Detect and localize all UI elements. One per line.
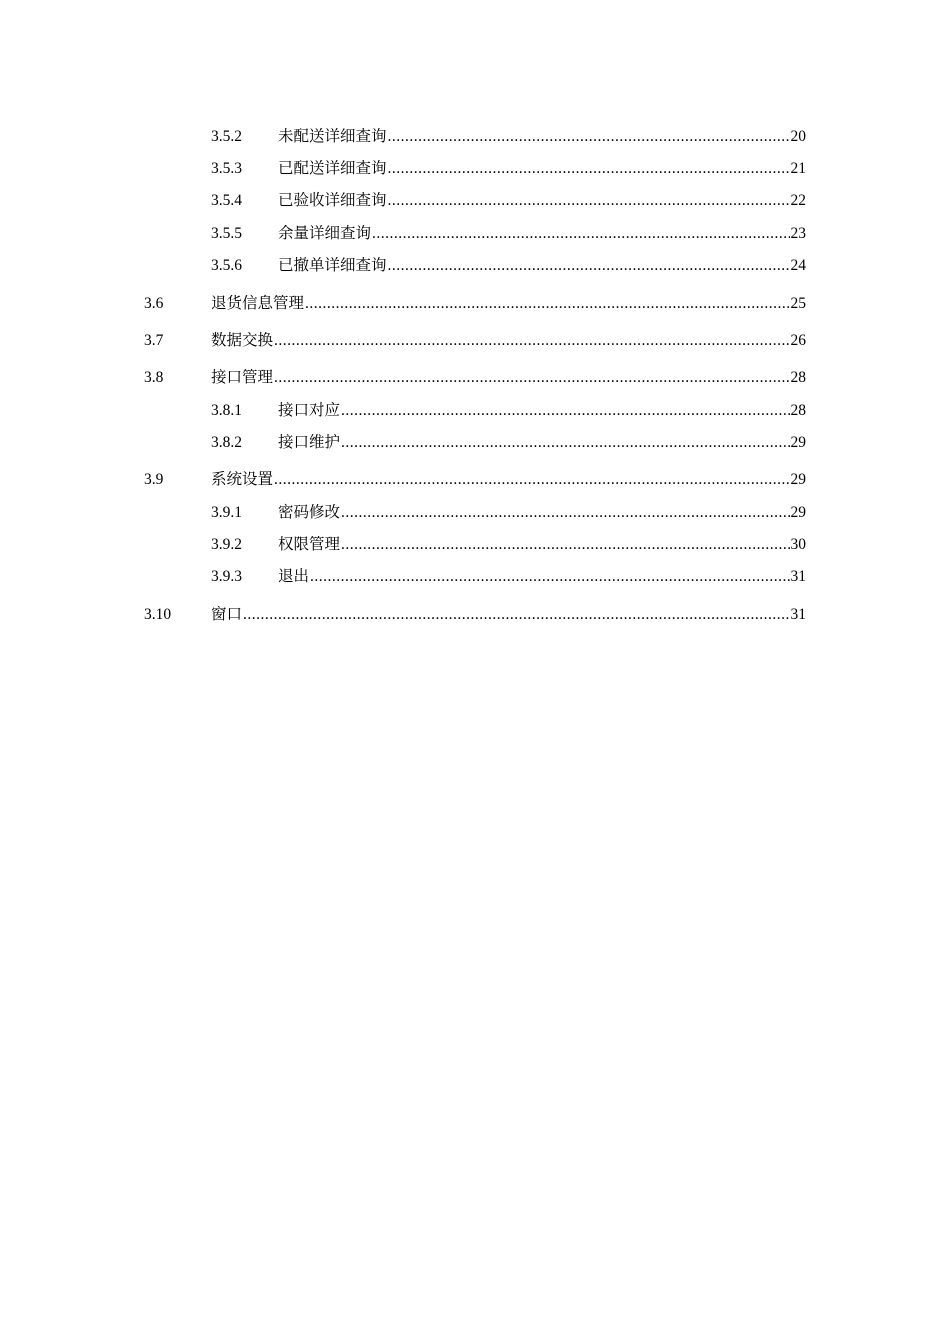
toc-entry-page: 30 xyxy=(790,536,806,553)
toc-entry-title: 已验收详细查询 xyxy=(278,192,387,209)
toc-entry-page: 26 xyxy=(790,332,806,349)
toc-dot-leader xyxy=(274,330,789,352)
toc-entry-page: 29 xyxy=(790,434,806,451)
toc-entry-number: 3.9.3 xyxy=(211,568,242,585)
toc-entry-title: 退货信息管理 xyxy=(211,295,305,312)
toc-entry-number: 3.10 xyxy=(144,606,172,623)
toc-entry-page: 22 xyxy=(790,192,806,209)
toc-entry-title: 已撤单详细查询 xyxy=(278,257,387,274)
toc-entry-number: 3.8 xyxy=(144,369,164,386)
toc-entry-page: 24 xyxy=(790,257,806,274)
toc-entry-3-8-2[interactable] xyxy=(211,432,806,454)
toc-entry-title: 权限管理 xyxy=(278,536,341,553)
toc-entry-3-5-2[interactable] xyxy=(211,126,806,148)
toc-entry-page: 28 xyxy=(790,369,806,386)
toc-entry-title: 密码修改 xyxy=(278,504,341,521)
toc-entry-number: 3.7 xyxy=(144,332,164,349)
toc-dot-leader xyxy=(310,566,789,588)
toc-entry-title: 已配送详细查询 xyxy=(278,160,387,177)
toc-entry-page: 20 xyxy=(790,128,806,145)
toc-entry-3-9-2[interactable] xyxy=(211,534,806,556)
toc-dot-leader xyxy=(274,367,789,389)
toc-dot-leader xyxy=(388,126,790,148)
toc-entry-page: 29 xyxy=(790,504,806,521)
toc-entry-3-7[interactable] xyxy=(144,330,806,352)
toc-entry-number: 3.9.2 xyxy=(211,536,242,553)
toc-entry-3-9[interactable] xyxy=(144,469,806,491)
toc-entry-page: 28 xyxy=(790,402,806,419)
toc-dot-leader xyxy=(341,502,789,524)
toc-entry-number: 3.5.3 xyxy=(211,160,242,177)
toc-entry-title: 接口管理 xyxy=(211,369,274,386)
toc-entry-title: 数据交换 xyxy=(211,332,274,349)
toc-entry-3-10[interactable] xyxy=(144,604,806,626)
toc-entry-number: 3.6 xyxy=(144,295,164,312)
toc-entry-page: 21 xyxy=(790,160,806,177)
toc-dot-leader xyxy=(388,255,790,277)
toc-entry-title: 接口对应 xyxy=(278,402,341,419)
toc-entry-title: 退出 xyxy=(278,568,310,585)
toc-dot-leader xyxy=(341,534,789,556)
toc-entry-number: 3.5.2 xyxy=(211,128,242,145)
toc-entry-number: 3.5.6 xyxy=(211,257,242,274)
toc-entry-page: 23 xyxy=(790,225,806,242)
toc-entry-number: 3.8.1 xyxy=(211,402,242,419)
toc-entry-number: 3.9 xyxy=(144,471,164,488)
toc-entry-title: 接口维护 xyxy=(278,434,341,451)
toc-entry-3-5-5[interactable] xyxy=(211,223,806,245)
toc-entry-title: 系统设置 xyxy=(211,471,274,488)
toc-entry-number: 3.5.4 xyxy=(211,192,242,209)
toc-entry-3-8[interactable] xyxy=(144,367,806,389)
toc-entry-number: 3.8.2 xyxy=(211,434,242,451)
toc-dot-leader xyxy=(274,469,789,491)
toc-dot-leader xyxy=(305,293,789,315)
toc-entry-title: 余量详细查询 xyxy=(278,225,372,242)
toc-entry-title: 窗口 xyxy=(211,606,243,623)
toc-dot-leader xyxy=(388,190,790,212)
toc-entry-3-8-1[interactable] xyxy=(211,400,806,422)
toc-entry-3-9-3[interactable] xyxy=(211,566,806,588)
toc-entry-page: 31 xyxy=(790,568,806,585)
toc-entry-page: 25 xyxy=(790,295,806,312)
toc-entry-3-9-1[interactable] xyxy=(211,502,806,524)
toc-entry-page: 29 xyxy=(790,471,806,488)
toc-entry-3-5-4[interactable] xyxy=(211,190,806,212)
toc-dot-leader xyxy=(243,604,789,626)
toc-entry-number: 3.5.5 xyxy=(211,225,242,242)
toc-entry-page: 31 xyxy=(790,606,806,623)
toc-entry-3-5-6[interactable] xyxy=(211,255,806,277)
toc-dot-leader xyxy=(388,158,790,180)
toc-dot-leader xyxy=(341,400,789,422)
toc-entry-number: 3.9.1 xyxy=(211,504,242,521)
toc-entry-3-6[interactable] xyxy=(144,293,806,315)
toc-entry-3-5-3[interactable] xyxy=(211,158,806,180)
toc-entry-title: 未配送详细查询 xyxy=(278,128,387,145)
toc-dot-leader xyxy=(372,223,789,245)
toc-dot-leader xyxy=(341,432,789,454)
